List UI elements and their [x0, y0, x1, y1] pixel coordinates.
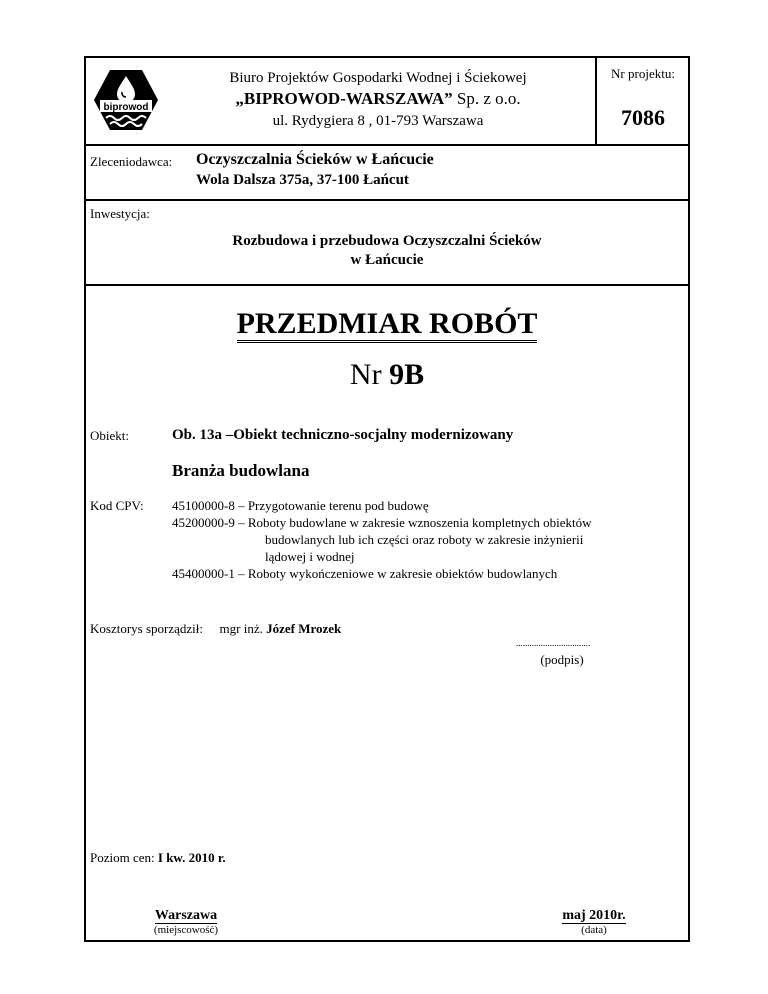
project-number: 7086	[621, 105, 665, 130]
footer-date-label: (data)	[581, 924, 607, 936]
document-title-text: PRZEDMIAR ROBÓT	[237, 307, 538, 343]
cpv-label: Kod CPV:	[90, 498, 144, 513]
cpv-line-5: 45400000-1 – Roboty wykończeniowe w zakresie obiektów budowlanych	[172, 566, 558, 581]
org-line1: Biuro Projektów Gospodarki Wodnej i Ściekowej	[229, 70, 527, 86]
cpv-line-1: 45100000-8 – Przygotowanie terenu pod budowę	[172, 498, 429, 513]
client-name: Oczyszczalnia Ścieków w Łańcucie	[196, 151, 434, 168]
author-line	[90, 621, 341, 637]
org-name	[166, 88, 590, 110]
object-value: Ob. 13a –Obiekt techniczno-socjalny modernizowany	[172, 427, 514, 443]
logo-text: biprowod	[103, 102, 149, 113]
logo-icon	[90, 64, 162, 136]
cpv-line-3: budowlanych lub ich części oraz roboty w zakresie inżynierii	[265, 532, 584, 547]
signature-line: .................................	[516, 638, 591, 648]
org-block	[166, 68, 590, 132]
org-name-bold: „BIPROWOD-WARSZAWA”	[235, 89, 453, 108]
client-label: Zleceniodawca:	[90, 154, 173, 169]
investment-line1: Rozbudowa i przebudowa Oczyszczalni Ścieków	[232, 233, 542, 249]
price-level-label: Poziom cen:	[90, 850, 158, 865]
author-title: mgr inż.	[219, 621, 267, 636]
footer-place-label: (miejscowość)	[153, 924, 219, 936]
project-label: Nr projektu:	[611, 66, 675, 81]
document-title	[86, 307, 688, 341]
org-address: ul. Rydygiera 8 , 01-793 Warszawa	[272, 113, 484, 129]
cpv-line-2: 45200000-9 – Roboty budowlane w zakresie wznoszenia kompletnych obiektów	[172, 515, 592, 530]
document-number-value: 9B	[389, 358, 425, 391]
footer-place-text: Warszawa	[154, 908, 218, 923]
branch: Branża budowlana	[172, 461, 310, 480]
cpv-line-4: lądowej i wodnej	[265, 549, 355, 564]
title-page	[84, 56, 690, 942]
footer-place	[126, 908, 246, 924]
object-label: Obiekt:	[90, 428, 129, 443]
price-level	[90, 850, 226, 866]
document-number-prefix: Nr	[349, 358, 390, 391]
investment-label: Inwestycja:	[90, 206, 150, 221]
author-name: Józef Mrozek	[266, 621, 342, 636]
client-address: Wola Dalsza 375a, 37-100 Łańcut	[196, 172, 409, 188]
author-label: Kosztorys sporządził:	[90, 621, 204, 636]
investment-line2: w Łańcucie	[350, 252, 424, 268]
signature-label: (podpis)	[540, 652, 584, 667]
org-name-suffix: Sp. z o.o.	[452, 89, 521, 108]
document-number	[86, 358, 688, 392]
logo	[90, 64, 162, 136]
price-level-value: I kw. 2010 r.	[157, 850, 226, 865]
footer-date	[534, 908, 654, 924]
footer-date-text: maj 2010r.	[562, 908, 626, 923]
